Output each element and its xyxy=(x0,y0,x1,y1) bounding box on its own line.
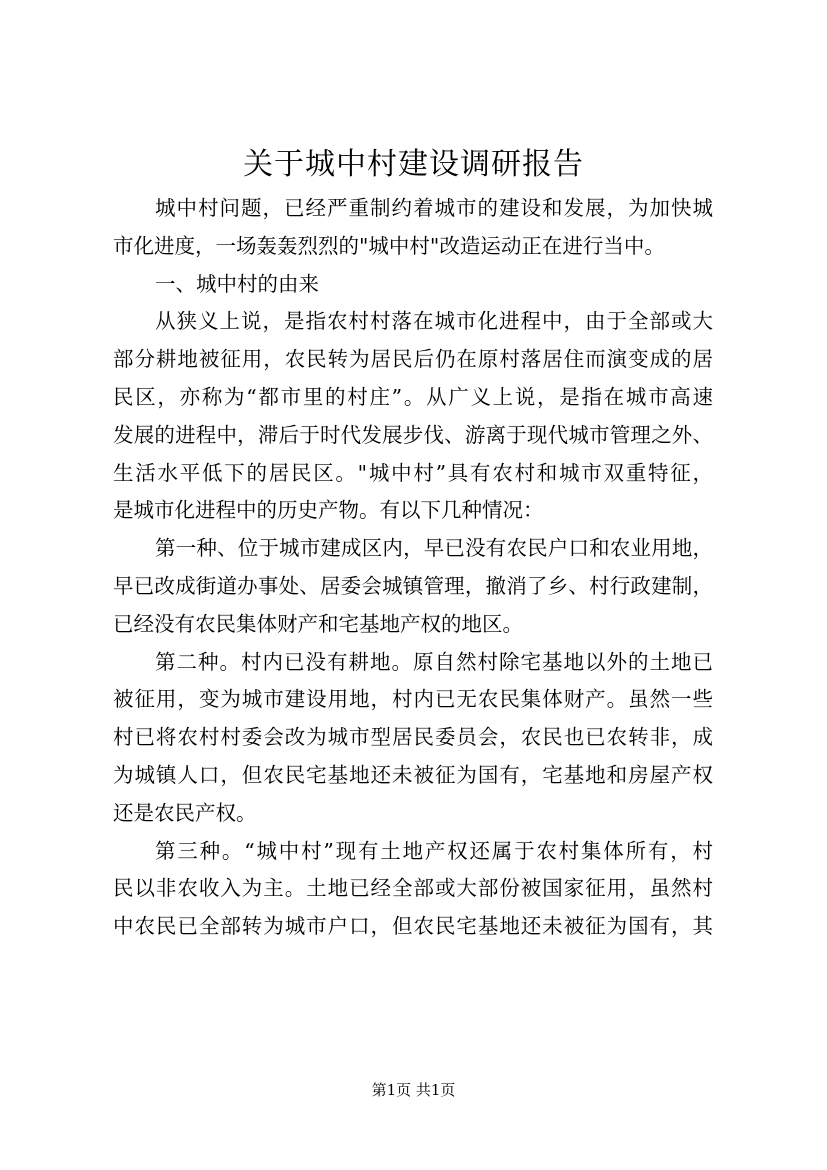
text-line: 发展的进程中，滞后于时代发展步伐、游离于现代城市管理之外、 xyxy=(113,422,713,447)
text-line: 市化进度，一场轰轰烈烈的"城中村"改造运动正在进行当中。 xyxy=(113,233,665,258)
text-line: 第三种。“城中村”现有土地产权还属于农村集体所有，村 xyxy=(155,838,713,863)
text-line: 第一种、位于城市建成区内，早已没有农民户口和农业用地， xyxy=(155,536,713,561)
text-line: 从狭义上说，是指农村村落在城市化进程中，由于全部或大 xyxy=(155,309,713,334)
text-line: 部分耕地被征用，农民转为居民后仍在原村落居住而演变成的居 xyxy=(113,347,713,372)
text-line: 被征用，变为城市建设用地，村内已无农民集体财产。虽然一些 xyxy=(113,687,713,712)
page-footer: 第1页 共1页 xyxy=(371,1081,456,1099)
text-line: 还是农民产权。 xyxy=(113,800,257,825)
text-line: 民区，亦称为“都市里的村庄”。从广义上说，是指在城市高速 xyxy=(113,384,713,409)
text-line: 是城市化进程中的历史产物。有以下几种情况： xyxy=(113,498,544,523)
text-line: 一、城中村的由来 xyxy=(155,271,319,296)
document-body xyxy=(113,190,713,946)
text-line: 为城镇人口，但农民宅基地还未被征为国有，宅基地和房屋产权 xyxy=(113,762,713,787)
text-line: 城中村问题，已经严重制约着城市的建设和发展，为加快城 xyxy=(155,196,713,220)
text-line: 第二种。村内已没有耕地。原自然村除宅基地以外的土地已 xyxy=(155,649,713,674)
text-line: 早已改成街道办事处、居委会城镇管理，撤消了乡、村行政建制， xyxy=(113,573,713,598)
text-line: 村已将农村村委会改为城市型居民委员会，农民也已农转非，成 xyxy=(113,725,713,750)
document-title: 关于城中村建设调研报告 xyxy=(243,147,584,182)
text-line: 已经没有农民集体财产和宅基地产权的地区。 xyxy=(113,611,523,636)
text-line: 民以非农收入为主。土地已经全部或大部份被国家征用，虽然村 xyxy=(113,876,713,901)
text-line: 生活水平低下的居民区。"城中村”具有农村和城市双重特征， xyxy=(113,460,713,485)
text-line: 中农民已全部转为城市户口，但农民宅基地还未被征为国有，其 xyxy=(113,914,713,939)
